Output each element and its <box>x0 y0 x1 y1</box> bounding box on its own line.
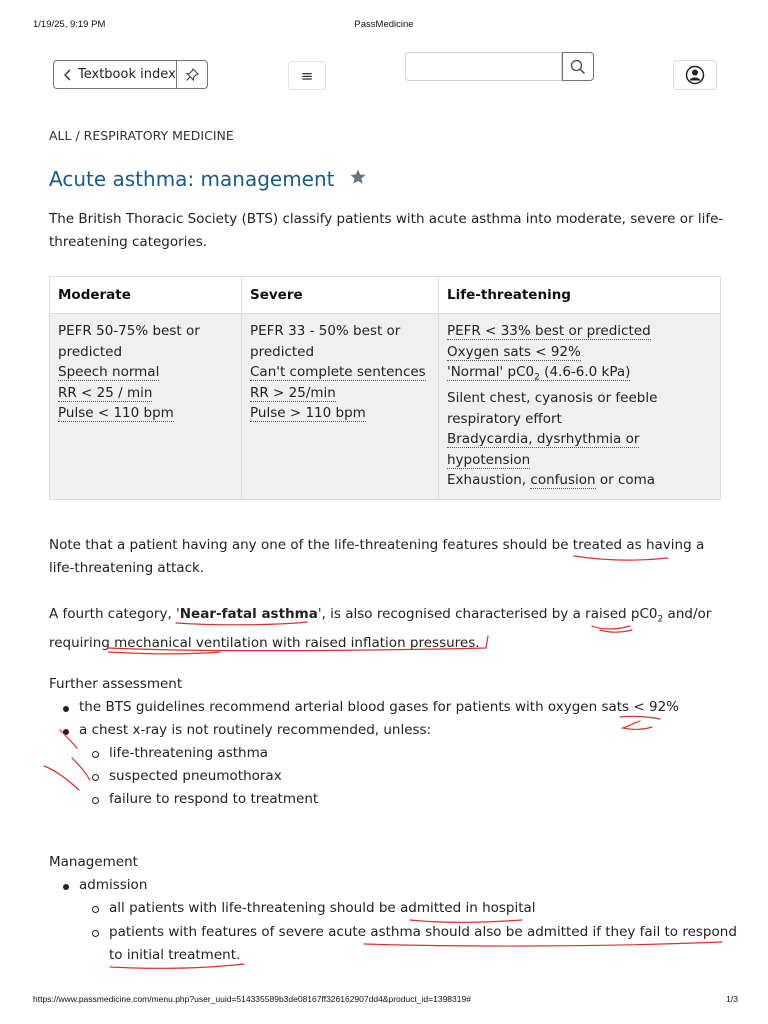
near-fatal-paragraph <box>49 603 729 655</box>
severe-pefr: PEFR 33 - 50% best or predicted <box>250 323 401 360</box>
list-item-continuation: to initial treatment. <box>109 947 241 963</box>
pin-icon <box>185 68 199 82</box>
fourth-mid: ', is also recognised characterised by a raised <box>317 606 631 622</box>
management-heading: Management <box>49 854 138 870</box>
annotation-underline-asthma <box>364 942 722 946</box>
note-text-pre: Note that a patient having any one of the life-threatening features should be <box>49 537 573 553</box>
textbook-index-label: Textbook index <box>78 67 176 82</box>
header-moderate: Moderate <box>50 277 242 314</box>
severe-rr[interactable]: RR > 25/min <box>250 384 336 401</box>
list-item: failure to respond to treatment <box>109 791 319 807</box>
print-site-title: PassMedicine <box>354 19 414 30</box>
severe-pulse[interactable]: Pulse > 110 bpm <box>250 405 366 421</box>
list-item: a chest x-ray is not routinely recommended, unless: <box>79 722 432 738</box>
severe-sentences[interactable]: Can't complete sentences <box>250 364 426 380</box>
menu-icon: ≡ <box>300 66 314 85</box>
header-life-threatening: Life-threatening <box>439 277 721 314</box>
title-row <box>49 167 367 191</box>
table-row <box>50 314 721 500</box>
list-item: admission <box>79 877 148 893</box>
fourth-pco2-sub: 2 <box>657 614 664 625</box>
header-severe: Severe <box>242 277 439 314</box>
list-item: all patients with life-threatening should be admitted in hospital <box>109 900 536 916</box>
life-bradycardia[interactable]: Bradycardia, dysrhythmia or hypotension <box>447 431 640 468</box>
life-threatening-cell <box>439 314 721 500</box>
chevron-left-icon <box>63 68 73 82</box>
annotation-mark-pneumothorax-2 <box>72 758 90 780</box>
annotation-underline-92 <box>620 716 660 719</box>
life-sats[interactable]: Oxygen sats < 92% <box>447 343 581 360</box>
moderate-rr[interactable]: RR < 25 / min <box>58 384 153 401</box>
page-title: Acute asthma: management <box>49 167 335 191</box>
life-confusion-link[interactable]: confusion <box>530 472 596 489</box>
textbook-index-button[interactable] <box>54 61 177 88</box>
search-button[interactable] <box>562 52 594 81</box>
moderate-cell <box>50 314 242 500</box>
search-icon <box>570 59 586 75</box>
fourth-post: and/or requiring mechanical ventilation with raised inflation pressures. <box>49 606 712 651</box>
near-fatal-term: Near-fatal asthma <box>179 606 318 622</box>
print-page-number: 1/3 <box>726 994 738 1004</box>
user-menu-button[interactable] <box>673 60 717 90</box>
list-item: the BTS guidelines recommend arterial blood gases for patients with oxygen sats < 92% <box>79 699 679 715</box>
life-pco2-sub: 2 <box>534 372 540 383</box>
list-item: life-threatening asthma <box>109 745 269 761</box>
list-item: suspected pneumothorax <box>109 768 282 784</box>
life-exhaustion-text: Exhaustion, <box>447 472 531 489</box>
table-header-row <box>50 277 721 314</box>
further-assessment-heading: Further assessment <box>49 676 183 692</box>
print-url: https://www.passmedicine.com/menu.php?user_uuid=514335589b3de08167ff326162907dd4&product_id=1398319# <box>33 994 471 1004</box>
life-pco2-text: 'Normal' pC0 <box>447 364 535 380</box>
fourth-pre: A fourth category, ' <box>49 606 180 622</box>
textbook-index-button-group <box>53 60 208 89</box>
annotation-underline-admitted <box>410 920 522 922</box>
note-text-post: a life-threatening attack. <box>49 537 705 576</box>
moderate-pefr: PEFR 50-75% best or predicted <box>58 323 200 360</box>
user-icon <box>685 65 705 85</box>
life-coma-text: or coma <box>595 472 656 489</box>
life-pco2[interactable] <box>447 364 630 381</box>
moderate-pulse[interactable]: Pulse < 110 bpm <box>58 405 174 421</box>
moderate-speech[interactable]: Speech normal <box>58 364 160 380</box>
life-silent-chest: Silent chest, cyanosis or feeble respiratory effort <box>447 390 658 427</box>
annotation-underline-initial-treatment <box>110 964 244 968</box>
note-text-treated: treated as having <box>572 537 692 553</box>
fourth-pco2: pC0 <box>630 606 658 622</box>
life-exhaustion <box>447 470 712 491</box>
breadcrumb[interactable]: ALL / RESPIRATORY MEDICINE <box>49 128 234 143</box>
annotation-mark-pneumothorax <box>44 766 79 790</box>
note-paragraph <box>49 534 729 580</box>
star-icon[interactable] <box>349 168 367 186</box>
severity-table <box>49 276 721 500</box>
pin-button[interactable] <box>177 61 207 88</box>
severe-cell <box>242 314 439 500</box>
menu-button[interactable] <box>288 61 326 90</box>
search-input[interactable] <box>405 52 562 81</box>
print-datetime: 1/19/25, 9:19 PM <box>33 19 106 30</box>
life-pefr[interactable]: PEFR < 33% best or predicted <box>447 323 651 339</box>
intro-paragraph: The British Thoracic Society (BTS) classify patients with acute asthma into moderate, severe or life-threatening categories. <box>49 211 724 250</box>
annotation-arrow-92 <box>623 721 652 729</box>
life-pco2-range: (4.6-6.0 kPa) <box>539 364 631 380</box>
list-item: patients with features of severe acute asthma should also be admitted if they fail to respond <box>109 924 737 940</box>
